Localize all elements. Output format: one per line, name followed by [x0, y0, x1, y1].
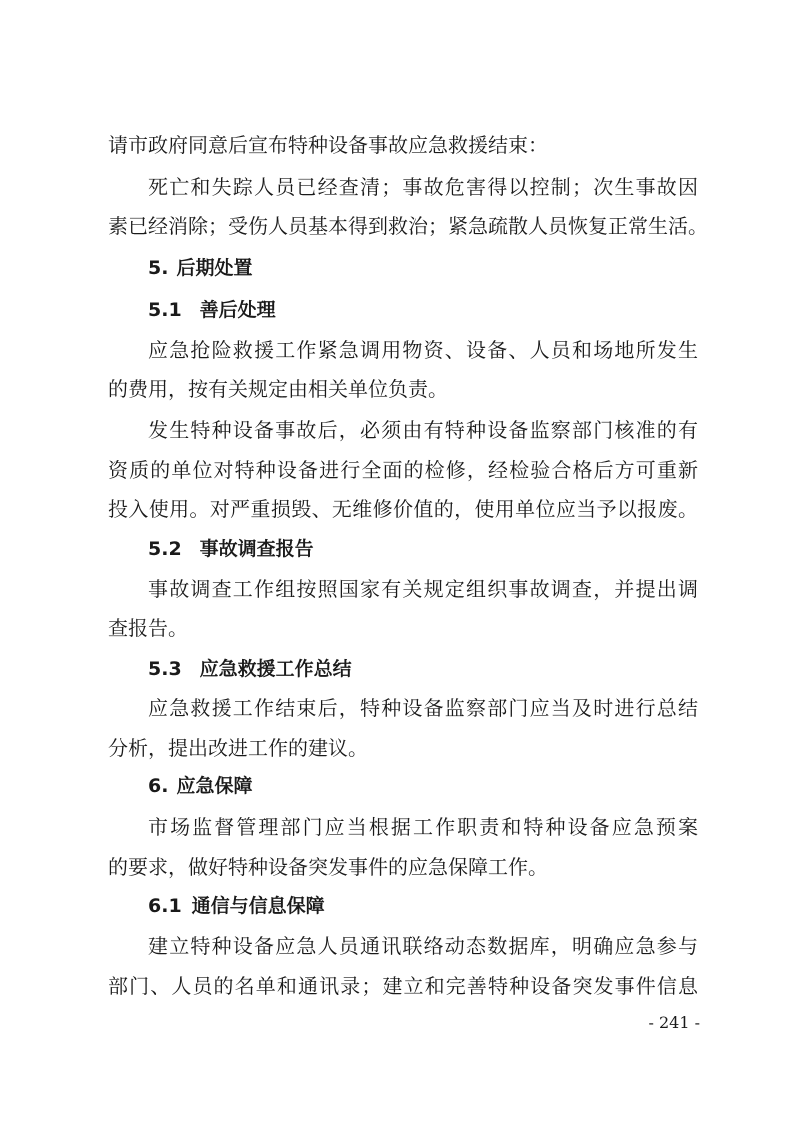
section-number: 6.: [148, 775, 169, 797]
paragraph-line: 投入使用。对严重损毁、无维修价值的，使用单位应当予以报废。: [108, 497, 698, 521]
section-heading-6: [148, 772, 252, 800]
paragraph-line: 素已经消除；受伤人员基本得到救治；紧急疏散人员恢复正常生活。: [108, 214, 708, 238]
section-title: 善后处理: [199, 299, 276, 321]
section-heading-5-2: [148, 535, 314, 563]
section-title: 应急救援工作总结: [199, 658, 352, 680]
section-title: 通信与信息保障: [191, 895, 325, 917]
section-number: 6.1: [148, 895, 182, 917]
paragraph-line: 的费用，按有关规定由相关单位负责。: [108, 377, 448, 401]
section-number: 5.3: [148, 658, 182, 680]
paragraph-line: 请市政府同意后宣布特种设备事故应急救援结束：: [108, 133, 548, 157]
section-number: 5.1: [148, 299, 182, 321]
paragraph-line: 分析，提出改进工作的建议。: [108, 736, 368, 760]
paragraph-line: 发生特种设备事故后，必须由有特种设备监察部门核准的有: [148, 418, 698, 442]
paragraph-line: 市场监督管理部门应当根据工作职责和特种设备应急预案: [148, 815, 698, 839]
paragraph-line: 应急抢险救援工作紧急调用物资、设备、人员和场地所发生: [148, 338, 698, 362]
page-number: - 241 -: [648, 1013, 700, 1032]
paragraph-line: 资质的单位对特种设备进行全面的检修，经检验合格后方可重新: [108, 458, 698, 482]
section-heading-6-1: [148, 892, 325, 920]
section-title: 事故调查报告: [199, 538, 314, 560]
section-title: 应急保障: [176, 775, 253, 797]
section-number: 5.2: [148, 538, 182, 560]
paragraph-line: 应急救援工作结束后，特种设备监察部门应当及时进行总结: [148, 696, 698, 720]
section-number: 5.: [148, 257, 169, 279]
paragraph-line: 查报告。: [108, 616, 188, 640]
section-heading-5-3: [148, 655, 352, 683]
paragraph-line: 部门、人员的名单和通讯录；建立和完善特种设备突发事件信息: [108, 974, 698, 998]
paragraph-line: 事故调查工作组按照国家有关规定组织事故调查，并提出调: [148, 577, 698, 601]
paragraph-line: 的要求，做好特种设备突发事件的应急保障工作。: [108, 855, 548, 879]
section-heading-5: [148, 254, 252, 282]
paragraph-line: 死亡和失踪人员已经查清；事故危害得以控制；次生事故因: [148, 175, 698, 199]
paragraph-line: 建立特种设备应急人员通讯联络动态数据库，明确应急参与: [148, 934, 698, 958]
section-title: 后期处置: [176, 257, 253, 279]
section-heading-5-1: [148, 296, 276, 324]
